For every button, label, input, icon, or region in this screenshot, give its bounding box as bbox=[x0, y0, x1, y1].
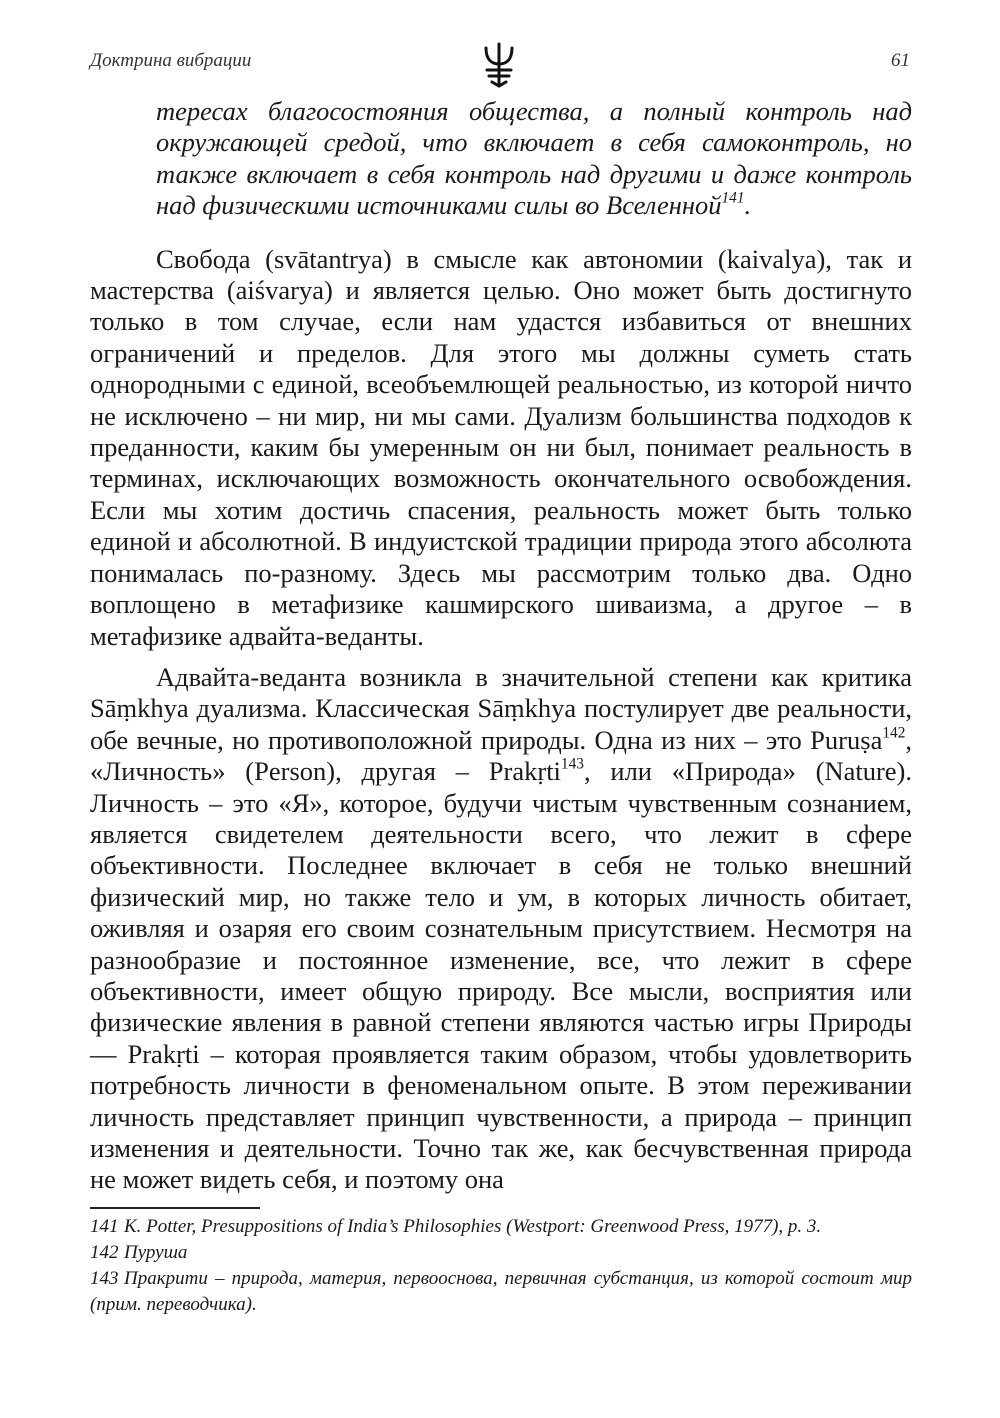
body-text bbox=[90, 96, 912, 1206]
paragraph-1: Свобода (svātantrya) в смысле как автономии (kaivalya), так и мастерства (aiśvarya) и является целью. Оно может быть достигнуто только в том случае, если нам удастся избавиться от внешних ограничений и пределов. Для этого мы должны суметь стать однородными с единой, всеобъемлющей реальностью, из которой ничто не исключено – ни мир, ни мы сами. Дуализм большинства подходов к преданности, каким бы умеренным он ни был, понимает реальность в терминах, исключающих возможность окончательного освобождения. Если мы хотим достичь спасения, реальность может быть только единой и абсолютной. В индуистской традиции природа этого абсолюта понималась по-разному. Здесь мы рассмотрим только два. Одно воплощено в метафизике кашмирского шиваизма, а другое – в метафизике адвайта-веданты. bbox=[90, 243, 912, 651]
footnote-number: 143 bbox=[90, 1268, 119, 1289]
page-number: 61 bbox=[891, 50, 910, 71]
footnote-number: 142 bbox=[90, 1242, 119, 1263]
page-header bbox=[90, 46, 910, 90]
footnote-143 bbox=[90, 1266, 912, 1318]
paragraph-2-part-1: Адвайта-веданта возникла в значительной степени как критика Sāṃkhya дуализма. Классическая Sāṃkhya постулирует две реальности, обе вечные, но противоположной природы. Одна из них – это Puruṣa bbox=[90, 661, 912, 755]
footnote-142 bbox=[90, 1240, 912, 1266]
footnote-text: Пуруша bbox=[124, 1242, 188, 1263]
running-title: Доктрина вибрации bbox=[90, 50, 252, 71]
quote-end: . bbox=[744, 190, 752, 221]
quote-text: тересах благосостояния общества, а полный контроль над окружающей средой, что включает в себя самоконтроль, но также включает в себя контроль над другими и даже контроль над физическими источниками силы во Вселенной bbox=[156, 96, 912, 221]
footnote-ref-143: 143 bbox=[560, 755, 584, 773]
paragraph-2-part-3: , или «Природа» (Nature). Личность – это «Я», которое, будучи чистым чувственным сознанием, является свидетелем деятельности всего, что лежит в сфере объективности. Последнее включает в себя не только внешний физический мир, но также тело и ум, в которых личность обитает, оживляя и озаряя его своим сознательным присутствием. Несмотря на разнообразие и постоянное изменение, все, что лежит в сфере объективности, имеет общую природу. Все мысли, восприятия или физические явления в равной степени являются частью игры Природы — Prakṛti – которая проявляется таким образом, чтобы удовлетворить потребность личности в феноменальном опыте. В этом переживании личность представляет принцип чувственности, а природа – принцип изменения и деятельности. Точно так же, как бесчувственная природа не может видеть себя, и поэтому она bbox=[90, 756, 912, 1195]
paragraph-2-part-2: , «Личность» (Person), другая – Prakṛti bbox=[90, 724, 912, 787]
footnote-text: K. Potter, Presuppositions of India’s Philosophies (Westport: Greenwood Press, 1977), p. 3. bbox=[124, 1216, 822, 1237]
paragraph-2 bbox=[90, 662, 912, 1196]
block-quote bbox=[90, 96, 912, 222]
footnote-ref-142: 142 bbox=[882, 724, 906, 742]
trident-emblem-icon bbox=[480, 42, 518, 88]
footnotes bbox=[90, 1214, 912, 1318]
footnote-ref-141: 141 bbox=[721, 189, 745, 207]
footnote-141 bbox=[90, 1214, 912, 1240]
footnote-separator bbox=[90, 1207, 260, 1209]
footnote-text: Пракрити – природа, материя, первооснова, первичная субстанция, из которой состоит мир (прим. переводчика). bbox=[90, 1268, 912, 1315]
footnote-number: 141 bbox=[90, 1216, 119, 1237]
